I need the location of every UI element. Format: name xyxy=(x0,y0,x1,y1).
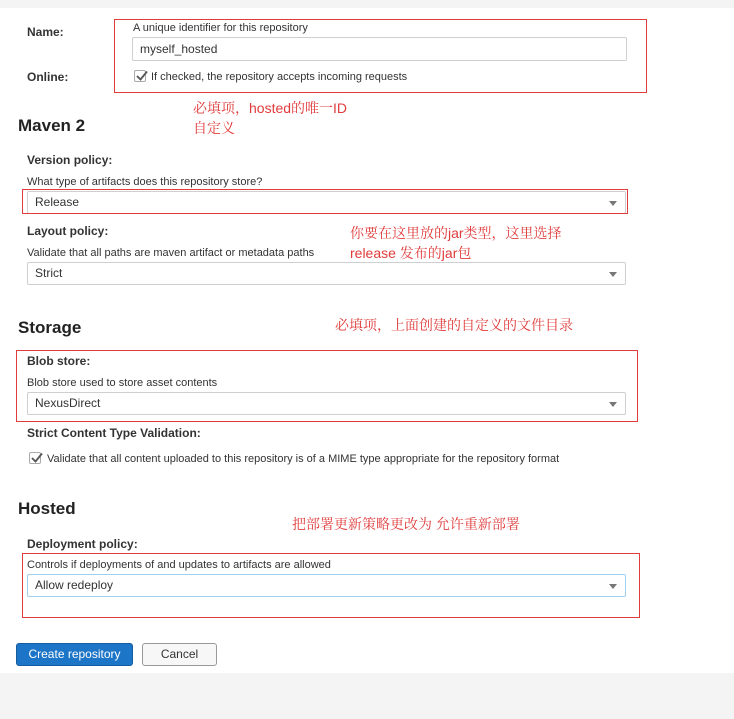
maven-section-title: Maven 2 xyxy=(18,116,86,135)
online-label: Online: xyxy=(27,70,69,84)
version-annotation-line1: 你要在这里放的jar类型，这里选择 xyxy=(350,225,562,241)
deployment-policy-highlight xyxy=(22,553,640,618)
name-annotation-line2: 自定义 xyxy=(193,120,235,136)
top-divider xyxy=(0,0,734,8)
name-online-highlight xyxy=(114,19,647,93)
name-input[interactable]: myself_hosted xyxy=(132,37,627,61)
version-policy-label: Version policy: xyxy=(27,153,113,167)
version-annotation-line2: release 发布的jar包 xyxy=(350,245,472,261)
blob-store-value: NexusDirect xyxy=(35,396,101,410)
layout-policy-value: Strict xyxy=(35,266,63,280)
name-label: Name: xyxy=(27,25,64,39)
storage-section-title: Storage xyxy=(18,318,82,337)
layout-policy-help: Validate that all paths are maven artifact or metadata paths xyxy=(27,247,315,259)
deployment-policy-help: Controls if deployments of and updates to artifacts are allowed xyxy=(27,559,331,571)
version-policy-value: Release xyxy=(35,195,80,209)
version-policy-highlight xyxy=(22,189,628,214)
strict-validation-checkbox[interactable] xyxy=(29,452,41,464)
hosted-annotation: 把部署更新策略更改为 允许重新部署 xyxy=(292,516,520,532)
name-annotation-line1: 必填项，hosted的唯一ID xyxy=(193,100,348,116)
cancel-button[interactable]: Cancel xyxy=(142,643,217,666)
storage-annotation: 必填项，上面创建的自定义的文件目录 xyxy=(335,317,573,333)
version-policy-help: What type of artifacts does this repository store? xyxy=(27,176,263,188)
deployment-policy-label: Deployment policy: xyxy=(27,537,138,551)
blob-store-highlight xyxy=(16,350,638,422)
strict-validation-checkbox-label: Validate that all content uploaded to this repository is of a MIME type appropriate for the repository format xyxy=(47,453,560,465)
checkmark-icon xyxy=(30,451,44,465)
layout-policy-select[interactable] xyxy=(27,262,626,285)
name-help: A unique identifier for this repository xyxy=(133,22,308,34)
create-repository-button[interactable]: Create repository xyxy=(16,643,133,666)
deployment-policy-value: Allow redeploy xyxy=(35,578,114,592)
hosted-section-title: Hosted xyxy=(18,499,76,518)
layout-policy-label: Layout policy: xyxy=(27,224,109,238)
blob-store-label: Blob store: xyxy=(27,354,91,368)
blob-store-help: Blob store used to store asset contents xyxy=(27,377,218,389)
strict-validation-label: Strict Content Type Validation: xyxy=(27,426,201,440)
online-checkbox-label: If checked, the repository accepts incoming requests xyxy=(151,71,408,83)
chevron-down-icon xyxy=(609,272,617,277)
